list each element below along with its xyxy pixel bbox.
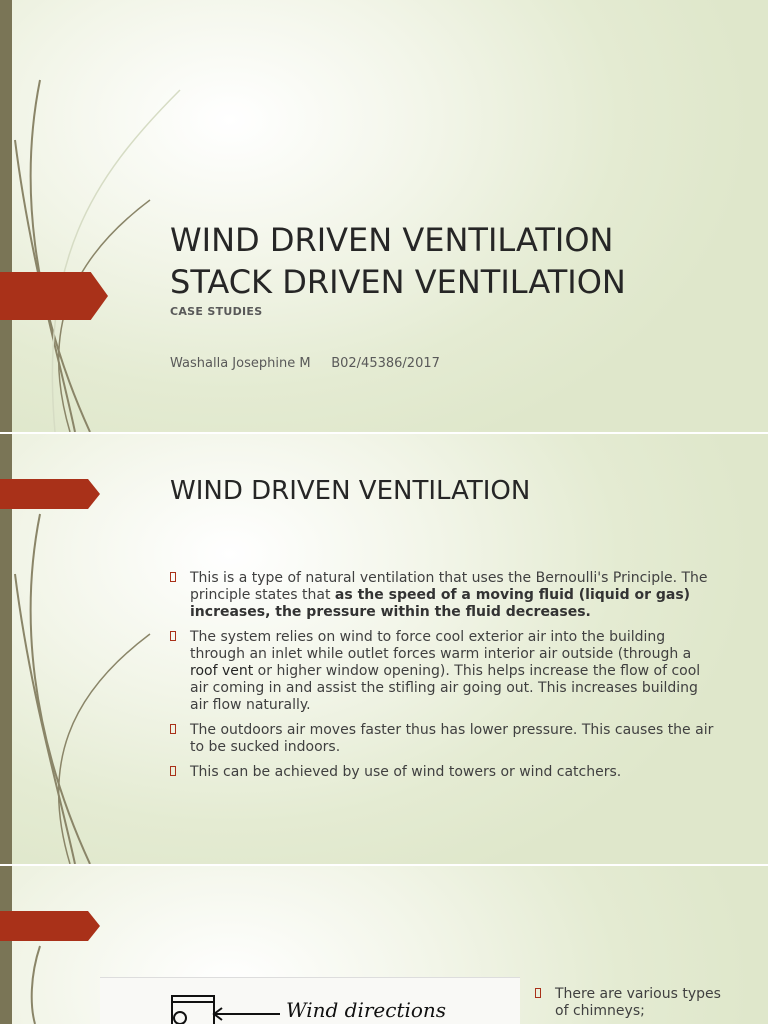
author-name: Washalla Josephine M xyxy=(170,356,311,371)
bullet-icon xyxy=(170,629,176,646)
chimney-slide xyxy=(0,866,768,1024)
bullet-icon xyxy=(535,986,541,1003)
accent-tab xyxy=(0,479,100,509)
roof-vent-link[interactable]: roof vent xyxy=(190,663,254,679)
bullet-text: The outdoors air moves faster thus has lower pressure. This causes the air to be sucked indoors. xyxy=(190,722,714,755)
author-id: B02/45386/2017 xyxy=(331,356,440,371)
bullet-text: The system relies on wind to force cool exterior air into the building through an inlet while outlet forces warm interior air outside (through a xyxy=(190,629,692,662)
bullet-bold-text: as the speed of a moving fluid (liquid or gas) increases, the pressure within the fluid decreases. xyxy=(190,587,691,620)
author-line xyxy=(170,356,440,371)
accent-tab xyxy=(0,272,108,320)
accent-tab xyxy=(0,911,100,941)
title-slide xyxy=(0,0,768,432)
wind-direction-sketch xyxy=(100,977,520,1024)
bullet-list xyxy=(170,570,715,789)
bullet-icon xyxy=(170,722,176,739)
list-item xyxy=(535,986,735,1020)
content-slide xyxy=(0,434,768,864)
subtitle: CASE STUDIES xyxy=(170,305,263,318)
sketch-label: Wind directions xyxy=(286,998,447,1022)
list-item xyxy=(170,764,715,781)
bullet-text: This can be achieved by use of wind towers or wind catchers. xyxy=(190,764,622,780)
title-line-1: WIND DRIVEN VENTILATION xyxy=(170,221,614,259)
bullet-icon xyxy=(170,764,176,781)
bullet-text: This is a type of natural ventilation that uses the Bernoulli's Principle. The principle states that xyxy=(190,570,708,603)
bullet-list xyxy=(535,986,735,1020)
list-item xyxy=(170,570,715,621)
list-item xyxy=(170,629,715,714)
bullet-text: There are various types of chimneys; xyxy=(555,986,721,1019)
title-line-2: STACK DRIVEN VENTILATION xyxy=(170,263,626,301)
list-item xyxy=(170,722,715,756)
slide-title: WIND DRIVEN VENTILATION xyxy=(170,476,531,506)
slide-title xyxy=(170,219,626,303)
bullet-text: or higher window opening). This helps increase the flow of cool air coming in and assist the stifling air going out. This increases building air flow naturally. xyxy=(190,663,701,713)
bullet-icon xyxy=(170,570,176,587)
